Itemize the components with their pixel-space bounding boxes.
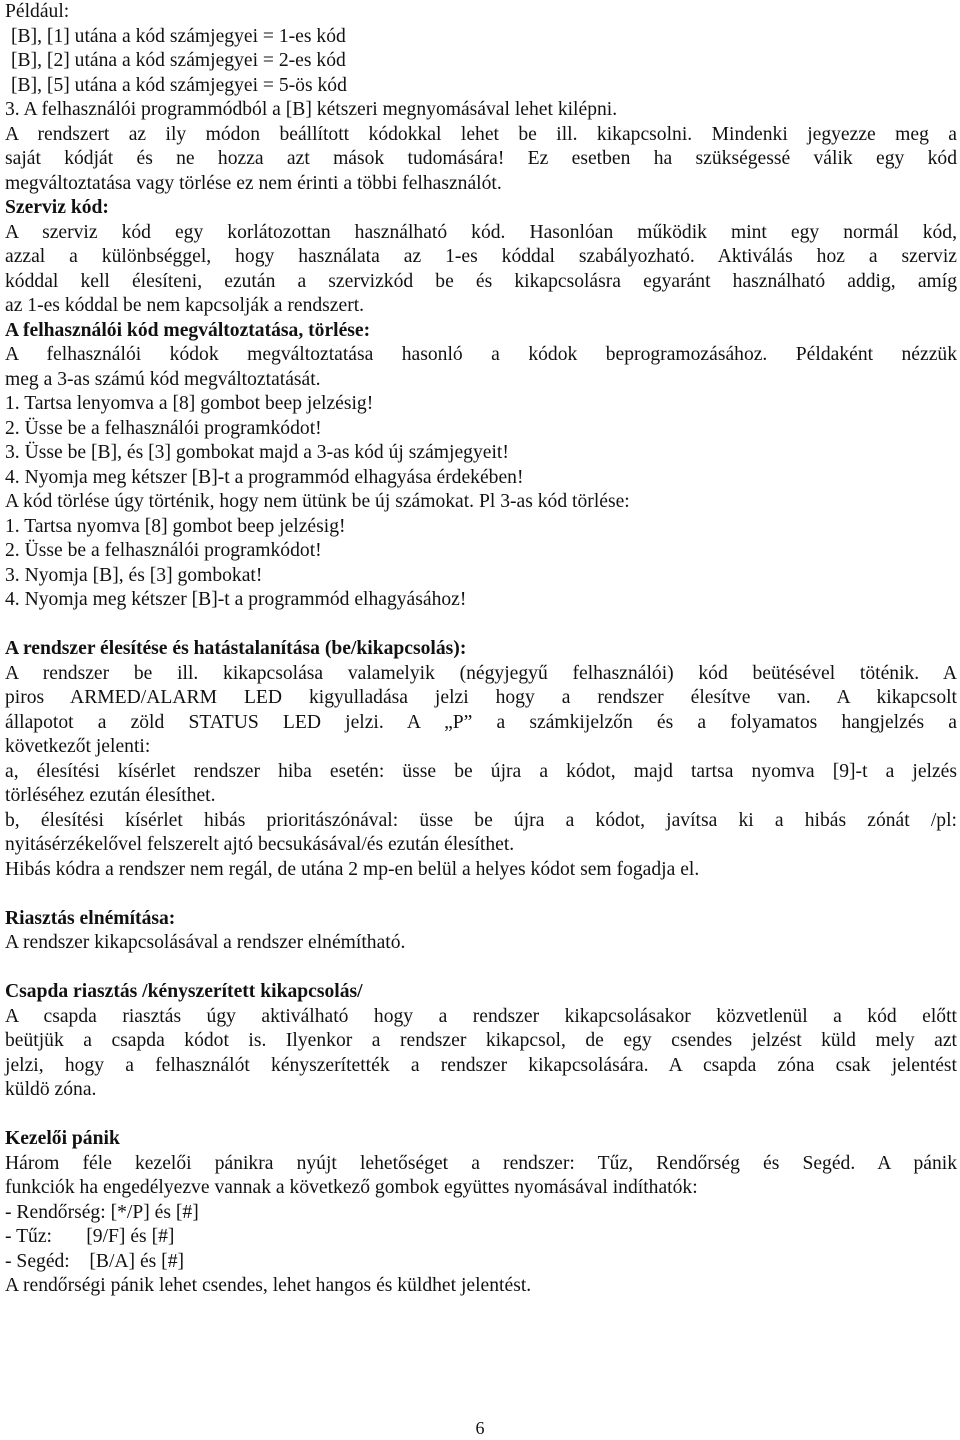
text-line: A rendőrségi pánik lehet csendes, lehet hangos és küldhet jelentést.	[5, 1275, 532, 1296]
text-line: küldö zóna.	[5, 1079, 97, 1100]
step-line: 1. Tartsa lenyomva a [8] gombot beep jelzésig!	[5, 393, 374, 414]
text-line: állapotot a zöld STATUS LED jelzi. A „P” a számkijelzőn és a folyamatos hangjelzés a	[5, 711, 957, 733]
section-heading-arming: A rendszer élesítése és hatástalanítása (be/kikapcsolás):	[5, 638, 467, 659]
example-line: [B], [2] utána a kód számjegyei = 2-es kód	[11, 50, 346, 71]
text-line: funkciók ha engedélyezve vannak a következő gombok együttes nyomásával indíthatók:	[5, 1177, 698, 1198]
spacer	[5, 613, 957, 638]
spacer	[5, 1103, 957, 1128]
text-line: A kód törlése úgy történik, hogy nem ütünk be új számokat. Pl 3-as kód törlése:	[5, 491, 630, 512]
document-page	[5, 0, 957, 1299]
text-line: Három féle kezelői pánikra nyújt lehetőséget a rendszer: Tűz, Rendőrség és Segéd. A pánik	[5, 1152, 957, 1174]
section-heading-panic: Kezelői pánik	[5, 1128, 120, 1149]
page-number: 6	[475, 1418, 485, 1438]
section-heading-service: Szerviz kód:	[5, 197, 109, 218]
panic-item: - Segéd: [B/A] és [#]	[5, 1250, 185, 1272]
text-line: beütjük a csapda kódot is. Ilyenkor a rendszer kikapcsol, de egy csendes jelzést küld mely azt	[5, 1030, 957, 1051]
text-line: piros ARMED/ALARM LED kigyulladása jelzi hogy a rendszer élesítve van. A kikapcsolt	[5, 687, 957, 708]
text-line: megváltoztatása vagy törlése ez nem érinti a többi felhasználót.	[5, 172, 502, 194]
text-line: jelzi, hogy a felhasználót kényszerítették a rendszer kikapcsolására. A csapda zóna csak jelentést	[5, 1054, 957, 1076]
text-line: azzal a különbséggel, hogy használata az 1-es kóddal szabályozható. Aktiválás hoz a szerviz	[5, 246, 957, 267]
step-line: 1. Tartsa nyomva [8] gombot beep jelzésig!	[5, 515, 346, 537]
text-line: b, élesítési kísérlet hibás prioritászónával: üsse be újra a kódot, javítsa ki a hibás zónát /pl:	[5, 809, 957, 831]
text-line: következőt jelenti:	[5, 736, 151, 757]
step-line: 3. Üsse be [B], és [3] gombokat majd a 3-as kód új számjegyeit!	[5, 442, 509, 463]
text-line: A rendszert az ily módon beállított kódokkal lehet be ill. kikapcsolni. Mindenki jegyezze meg a	[5, 123, 957, 145]
step-line: 2. Üsse be a felhasználói programkódot!	[5, 540, 322, 561]
text-line: Hibás kódra a rendszer nem regál, de utána 2 mp-en belül a helyes kódot sem fogadja el.	[5, 858, 700, 880]
text-line: az 1-es kóddal be nem kapcsolják a rendszert.	[5, 295, 365, 316]
section-heading-silence: Riasztás elnémítása:	[5, 907, 176, 929]
section-heading-usercode: A felhasználói kód megváltoztatása, törlése:	[5, 319, 371, 341]
text-line: 3. A felhasználói programmódból a [B] kétszeri megnyomásával lehet kilépni.	[5, 99, 618, 120]
panic-item: - Rendőrség: [*/P] és [#]	[5, 1201, 199, 1223]
intro-label: Például:	[5, 1, 70, 22]
text-line: A szerviz kód egy korlátozottan használható kód. Hasonlóan működik mint egy normál kód,	[5, 221, 957, 243]
spacer	[5, 956, 957, 981]
text-line: A felhasználói kódok megváltoztatása hasonló a kódok beprogramozásához. Példaként nézzük	[5, 344, 957, 365]
example-line: [B], [1] utána a kód számjegyei = 1-es kód	[11, 25, 346, 47]
step-line: 2. Üsse be a felhasználói programkódot!	[5, 417, 322, 439]
text-line: A csapda riasztás úgy aktiválható hogy a rendszer kikapcsolásakor közvetlenül a kód előtt	[5, 1005, 957, 1027]
text-line: kóddal kell élesíteni, ezután a szervizkód be és kikapcsolásra egyaránt használható addig, amíg	[5, 270, 957, 292]
text-line: A rendszer kikapcsolásával a rendszer elnémítható.	[5, 932, 406, 953]
step-line: 3. Nyomja [B], és [3] gombokat!	[5, 564, 263, 586]
section-heading-duress: Csapda riasztás /kényszerített kikapcsolás/	[5, 981, 363, 1002]
spacer	[5, 882, 957, 907]
step-line: 4. Nyomja meg kétszer [B]-t a programmód elhagyása érdekében!	[5, 466, 524, 488]
text-line: törléséhez ezután élesíthet.	[5, 785, 216, 806]
text-line: A rendszer be ill. kikapcsolása valamelyik (négyjegyű felhasználói) kód beütésével töténik. A	[5, 662, 957, 684]
step-line: 4. Nyomja meg kétszer [B]-t a programmód elhagyásához!	[5, 589, 467, 610]
text-line: nyitásérzékelővel felszerelt ajtó becsukásával/és ezután élesíthet.	[5, 834, 515, 855]
text-line: saját kódját és ne hozza azt mások tudomására! Ez esetben ha szükségessé válik egy kód	[5, 148, 957, 169]
text-line: a, élesítési kísérlet rendszer hiba esetén: üsse be újra a kódot, majd tartsa nyomva [9]-t a jelzés	[5, 760, 957, 782]
text-line: meg a 3-as számú kód megváltoztatását.	[5, 368, 321, 390]
example-line: [B], [5] utána a kód számjegyei = 5-ös kód	[11, 74, 347, 96]
panic-item: - Tűz: [9/F] és [#]	[5, 1226, 175, 1247]
